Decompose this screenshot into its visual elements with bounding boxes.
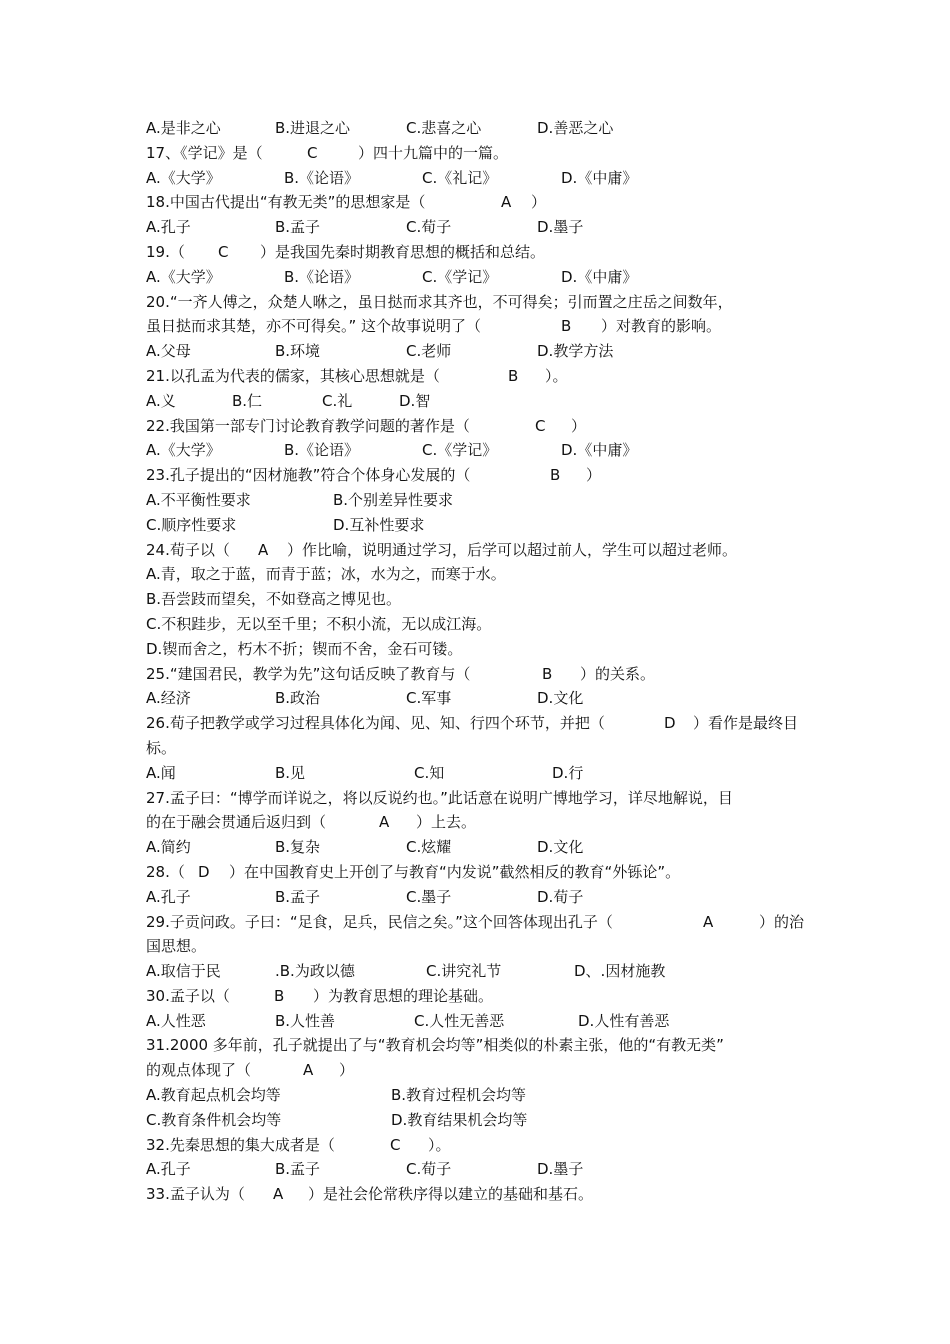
text-line [146, 438, 810, 463]
text-segment: ）。 [428, 1135, 451, 1154]
text-line [146, 290, 810, 315]
text-segment: 31.2000 多年前，孔子就提出了与“教育机会均等”相类似的朴素主张，他的“有教无类” [146, 1036, 724, 1055]
text-segment: D.人性有善恶 [578, 1011, 670, 1030]
text-segment: D.智 [399, 391, 431, 410]
text-segment: A.《大学》 [146, 168, 221, 187]
text-segment: C.军事 [406, 689, 452, 708]
text-segment: A.人性恶 [146, 1011, 206, 1030]
text-segment: A.不平衡性要求 [146, 490, 251, 509]
answer-letter: C [307, 143, 318, 162]
text-segment: A.父母 [146, 342, 191, 361]
text-segment: C.礼 [322, 391, 353, 410]
text-segment: 27.孟子曰：“博学而详说之，将以反说约也。”此话意在说明广博地学习，详尽地解说，目 [146, 788, 733, 807]
text-line [146, 1133, 810, 1158]
answer-letter: D [664, 714, 676, 733]
text-segment: D.墨子 [537, 1160, 584, 1179]
text-segment: D.《中庸》 [561, 441, 638, 460]
text-segment: A.《大学》 [146, 267, 221, 286]
text-segment: 20.“一齐人傅之，众楚人咻之，虽日挞而求其齐也，不可得矣；引而置之庄岳之间数年， [146, 292, 733, 311]
text-line [146, 761, 810, 786]
answer-letter: A [703, 912, 714, 931]
text-segment: 23.孔子提出的“因材施教”符合个体身心发展的（ [146, 466, 471, 485]
text-segment: ）的关系。 [580, 664, 656, 683]
text-line [146, 141, 810, 166]
text-segment: D.行 [552, 763, 584, 782]
text-segment: ）在中国教育史上开创了与教育“内发说”截然相反的教育“外铄论”。 [229, 862, 681, 881]
document-page [146, 116, 810, 1207]
text-segment: A.简约 [146, 838, 191, 857]
text-segment: C.不积跬步，无以至千里；不积小流，无以成江海。 [146, 614, 492, 633]
text-segment: 28.（ [146, 862, 185, 881]
text-segment: A.青，取之于蓝，而青于蓝；冰，水为之，而寒于水。 [146, 565, 506, 584]
text-segment: 30.孟子以（ [146, 986, 230, 1005]
text-segment: D.善恶之心 [537, 119, 614, 137]
text-line [146, 513, 810, 538]
text-segment: A.经济 [146, 689, 191, 708]
text-segment: ）四十九篇中的一篇。 [358, 143, 509, 162]
text-line [146, 686, 810, 711]
text-segment: 标。 [146, 738, 177, 757]
text-line [146, 1157, 810, 1182]
text-segment: 26.荀子把教学或学习过程具体化为闻、见、知、行四个环节，并把（ [146, 714, 605, 733]
text-segment: A.孔子 [146, 887, 191, 906]
text-line [146, 835, 810, 860]
text-segment: ）看作是最终目 [693, 714, 799, 733]
text-segment: B.政治 [275, 689, 321, 708]
text-line [146, 910, 810, 935]
text-segment: ）上去。 [416, 813, 477, 832]
text-line [146, 488, 810, 513]
text-segment: B.个别差异性要求 [333, 490, 454, 509]
text-segment: C.《学记》 [422, 267, 498, 286]
text-segment: ）的治 [759, 912, 805, 931]
text-segment: D.《中庸》 [561, 267, 638, 286]
text-segment: 21.以孔孟为代表的儒家，其核心思想就是（ [146, 366, 440, 385]
text-segment: A.义 [146, 391, 176, 410]
text-line [146, 562, 810, 587]
text-segment: 的在于融会贯通后返归到（ [146, 813, 327, 832]
text-segment: B.《论语》 [284, 267, 360, 286]
answer-letter: B [561, 317, 572, 336]
text-segment: ）对教育的影响。 [601, 317, 722, 336]
text-line [146, 860, 810, 885]
text-segment: C.知 [414, 763, 445, 782]
text-line [146, 1083, 810, 1108]
text-line [146, 637, 810, 662]
text-segment: B.吾尝跂而望矣，不如登高之博见也。 [146, 590, 402, 609]
text-line [146, 959, 810, 984]
text-segment: D.教学方法 [537, 342, 614, 361]
text-line [146, 166, 810, 191]
answer-letter: B [274, 986, 285, 1005]
text-segment: D.教育结果机会均等 [391, 1110, 528, 1129]
text-segment: 33.孟子认为（ [146, 1185, 245, 1204]
text-segment: D.荀子 [537, 887, 584, 906]
text-segment: 国思想。 [146, 937, 207, 956]
answer-letter: C [390, 1135, 401, 1154]
text-segment: ）作比喻，说明通过学习，后学可以超过前人，学生可以超过老师。 [287, 540, 738, 559]
text-segment: C.荀子 [406, 1160, 452, 1179]
text-segment: ）为教育思想的理论基础。 [313, 986, 494, 1005]
text-line [146, 190, 810, 215]
text-segment: C.人性无善恶 [414, 1011, 505, 1030]
answer-letter: A [501, 193, 512, 212]
text-segment: C.《学记》 [422, 441, 498, 460]
text-line [146, 984, 810, 1009]
text-segment: D、.因材施教 [574, 962, 666, 981]
text-line [146, 810, 810, 835]
text-segment: 25.“建国君民，教学为先”这句话反映了教育与（ [146, 664, 471, 683]
text-segment: ） [571, 416, 587, 435]
answer-letter: A [303, 1061, 314, 1080]
answer-letter: A [273, 1185, 284, 1204]
text-segment: ）是社会伦常秩序得以建立的基础和基石。 [308, 1185, 594, 1204]
text-segment: D.墨子 [537, 218, 584, 237]
text-segment: .B.为政以德 [275, 962, 355, 981]
text-line [146, 538, 810, 563]
text-segment: A.孔子 [146, 1160, 191, 1179]
text-line [146, 240, 810, 265]
text-segment: B.环境 [275, 342, 321, 361]
text-line [146, 786, 810, 811]
text-segment: B.复杂 [275, 838, 321, 857]
text-segment: B.进退之心 [275, 119, 351, 137]
text-line [146, 1033, 810, 1058]
text-line [146, 736, 810, 761]
text-line [146, 934, 810, 959]
text-line [146, 662, 810, 687]
text-segment: 虽日挞而求其楚，亦不可得矣。” 这个故事说明了（ [146, 317, 482, 336]
answer-letter: C [218, 242, 229, 261]
text-line [146, 339, 810, 364]
text-segment: 22.我国第一部专门讨论教育教学问题的著作是（ [146, 416, 470, 435]
text-segment: C.悲喜之心 [406, 119, 482, 137]
answer-letter: A [379, 813, 390, 832]
text-segment: D.文化 [537, 689, 584, 708]
answer-letter: B [508, 366, 519, 385]
text-segment: 32.先秦思想的集大成者是（ [146, 1135, 335, 1154]
text-segment: B.孟子 [275, 887, 321, 906]
text-segment: A.闻 [146, 763, 176, 782]
answer-letter: D [198, 862, 210, 881]
text-segment: D.文化 [537, 838, 584, 857]
text-line [146, 1182, 810, 1207]
text-segment: 的观点体现了（ [146, 1061, 252, 1080]
text-segment: A.教育起点机会均等 [146, 1086, 281, 1105]
text-segment: B.教育过程机会均等 [391, 1086, 527, 1105]
text-segment: C.顺序性要求 [146, 515, 237, 534]
text-segment: D.《中庸》 [561, 168, 638, 187]
text-segment: C.老师 [406, 342, 452, 361]
answer-letter: B [542, 664, 553, 683]
text-segment: C.教育条件机会均等 [146, 1110, 282, 1129]
text-segment: C.墨子 [406, 887, 452, 906]
text-segment: A.《大学》 [146, 441, 221, 460]
text-segment: D.锲而舍之，朽木不折；锲而不舍，金石可镂。 [146, 639, 463, 658]
text-line [146, 265, 810, 290]
text-segment: C.讲究礼节 [426, 962, 502, 981]
text-segment: ）。 [545, 366, 568, 385]
text-segment: 17、《学记》是（ [146, 143, 263, 162]
text-line [146, 1058, 810, 1083]
text-segment: A.取信于民 [146, 962, 221, 981]
text-segment: B.仁 [232, 391, 263, 410]
text-line [146, 116, 810, 141]
text-segment: A.孔子 [146, 218, 191, 237]
text-line [146, 587, 810, 612]
text-line [146, 389, 810, 414]
text-segment: A.是非之心 [146, 119, 221, 137]
text-line [146, 414, 810, 439]
answer-letter: A [258, 540, 269, 559]
text-line [146, 612, 810, 637]
answer-letter: B [550, 466, 561, 485]
text-segment: 24.荀子以（ [146, 540, 230, 559]
text-segment: D.互补性要求 [333, 515, 425, 534]
text-segment: 19.（ [146, 242, 185, 261]
text-line [146, 711, 810, 736]
answer-letter: C [535, 416, 546, 435]
text-segment: 29.子贡问政。子曰：“足食，足兵，民信之矣。”这个回答体现出孔子（ [146, 912, 613, 931]
text-line [146, 463, 810, 488]
text-line [146, 314, 810, 339]
text-line [146, 1009, 810, 1034]
text-segment: B.见 [275, 763, 306, 782]
text-segment: B.孟子 [275, 218, 321, 237]
text-segment: B.孟子 [275, 1160, 321, 1179]
text-segment: ） [531, 193, 547, 212]
text-segment: B.《论语》 [284, 168, 360, 187]
text-segment: C.荀子 [406, 218, 452, 237]
text-segment: B.人性善 [275, 1011, 336, 1030]
text-line [146, 1108, 810, 1133]
text-segment: B.《论语》 [284, 441, 360, 460]
text-segment: ）是我国先秦时期教育思想的概括和总结。 [260, 242, 546, 261]
text-segment: ） [339, 1061, 355, 1080]
text-segment: C.《礼记》 [422, 168, 498, 187]
text-line [146, 885, 810, 910]
text-segment: 18.中国古代提出“有教无类”的思想家是（ [146, 193, 426, 212]
text-segment: ） [586, 466, 602, 485]
text-line [146, 364, 810, 389]
text-line [146, 215, 810, 240]
text-segment: C.炫耀 [406, 838, 452, 857]
